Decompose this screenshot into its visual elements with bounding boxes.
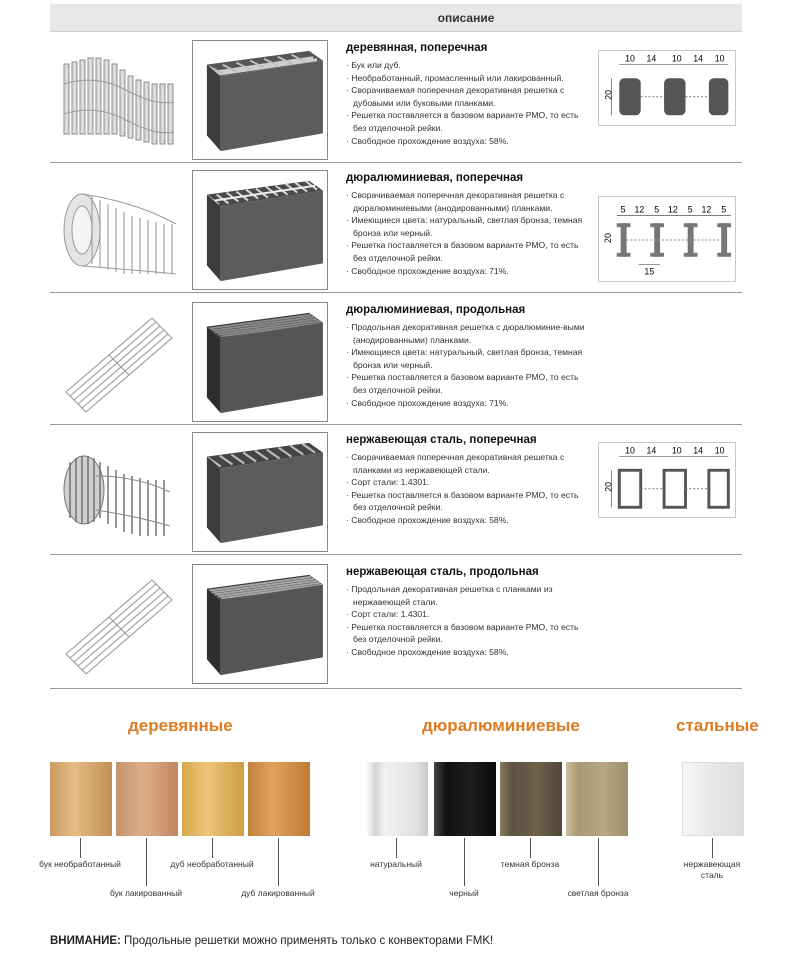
feature-item: · Свободное прохождение воздуха: 71%. <box>346 397 590 410</box>
category-title-aluminium: дюралюминиевые <box>422 716 580 735</box>
swatch-black <box>434 762 496 836</box>
grille-title: дюралюминиевая, поперечная <box>346 172 524 184</box>
feature-item: · Сворачиваемая поперечная декоративная решетка с дубовыми или буковыми планками. <box>346 84 590 109</box>
grille-row-steel-transverse <box>50 428 742 554</box>
dim-label: 5 <box>721 204 727 215</box>
convector-grille-photo <box>192 170 328 290</box>
leader-line <box>80 838 81 858</box>
dim-label: 14 <box>646 445 657 456</box>
grille-row-alu-longitudinal <box>50 298 742 424</box>
swatch-label: светлая бронза <box>567 888 629 898</box>
grille-features <box>346 59 590 147</box>
grille-title: дюралюминиевая, продольная <box>346 304 526 316</box>
dim-label: 14 <box>693 53 704 64</box>
dim-label: 15 <box>644 266 655 277</box>
dim-label: 14 <box>693 445 704 456</box>
grille-row-steel-longitudinal <box>50 560 742 686</box>
dim-label: 5 <box>620 204 626 215</box>
swatch-label: черный <box>449 888 479 898</box>
feature-item: · Имеющиеся цвета: натуральный, светлая бронза, темная бронза или черный. <box>346 214 590 239</box>
dim-label: 10 <box>625 445 635 456</box>
feature-item: · Необработанный, промасленный или лакированный. <box>346 72 590 85</box>
swatch-label: бук лакированный <box>109 888 182 898</box>
grille-features <box>346 321 590 409</box>
category-title-steel: стальные <box>676 716 759 735</box>
leader-line <box>278 838 279 886</box>
rolled-grille-thumbnail <box>56 44 180 154</box>
convector-grille-photo <box>192 302 328 422</box>
grille-title: нержавеющая сталь, поперечная <box>346 434 537 446</box>
dim-label: 5 <box>654 204 660 215</box>
category-title-wood: деревянные <box>128 716 233 735</box>
swatch-beech-lacquered <box>116 762 178 836</box>
grille-title: нержавеющая сталь, продольная <box>346 566 539 578</box>
row-divider <box>50 162 742 163</box>
feature-item: · Решетка поставляется в базовом варианте РМО, то есть без отделочной рейки. <box>346 621 590 646</box>
grille-description <box>346 172 590 277</box>
swatch-label: натуральный <box>370 859 422 869</box>
grille-description <box>346 566 590 659</box>
dim-label: 12 <box>667 204 678 215</box>
grille-features <box>346 583 590 659</box>
feature-item: · Продольная декоративная решетка с дюралюминие-выми (анодированными) планками. <box>346 321 590 346</box>
row-divider <box>50 424 742 425</box>
dim-label: 20 <box>603 481 614 492</box>
dim-label: 20 <box>603 89 614 100</box>
feature-item: · Решетка поставляется в базовом варианте РМО, то есть без отделочной рейки. <box>346 109 590 134</box>
swatch-beech-raw <box>50 762 112 836</box>
feature-item: · Сорт стали: 1.4301. <box>346 608 590 621</box>
grille-row-alu-transverse <box>50 166 742 292</box>
swatch-label: бук необработанный <box>39 859 121 869</box>
grille-row-wood-transverse <box>50 36 742 162</box>
swatch-oak-raw <box>182 762 244 836</box>
swatch-natural <box>366 762 428 836</box>
grille-features <box>346 451 590 527</box>
feature-item: · Решетка поставляется в базовом варианте РМО, то есть без отделочной рейки. <box>346 489 590 514</box>
dim-label: 12 <box>634 204 645 215</box>
feature-item: · Сворачиваемая поперечная декоративная решетка с дюралюминиевыми (анодированными) планками. <box>346 189 590 214</box>
feature-item: · Свободное прохождение воздуха: 71%. <box>346 265 590 278</box>
feature-item: · Сорт стали: 1.4301. <box>346 476 590 489</box>
leader-line <box>530 838 531 858</box>
feature-item: · Свободное прохождение воздуха: 58%. <box>346 135 590 148</box>
swatch-dark-bronze <box>500 762 562 836</box>
swatch-label: темная бронза <box>500 859 560 869</box>
profile-dimension-drawing <box>598 50 736 126</box>
feature-item: · Продольная декоративная решетка с планками из нержавеющей стали. <box>346 583 590 608</box>
dim-label: 14 <box>646 53 657 64</box>
convector-grille-photo <box>192 564 328 684</box>
flat-grille-thumbnail <box>56 568 180 678</box>
rolled-grille-thumbnail <box>56 436 180 546</box>
swatch-stainless <box>682 762 744 836</box>
convector-grille-photo <box>192 432 328 552</box>
dim-label: 10 <box>714 445 725 456</box>
feature-item: · Решетка поставляется в базовом варианте РМО, то есть без отделочной рейки. <box>346 371 590 396</box>
feature-item: · Бук или дуб. <box>346 59 590 72</box>
feature-item: · Сворачиваемая поперечная декоративная решетка с планками из нержавеющей стали. <box>346 451 590 476</box>
dim-label: 10 <box>625 53 635 64</box>
warning-note <box>50 935 493 947</box>
feature-item: · Имеющиеся цвета: натуральный, светлая бронза, темная бронза или черный. <box>346 346 590 371</box>
dim-label: 10 <box>714 53 725 64</box>
header-bar <box>50 4 742 32</box>
leader-line <box>212 838 213 858</box>
dim-label: 10 <box>671 445 682 456</box>
feature-item: · Свободное прохождение воздуха: 58%. <box>346 514 590 527</box>
feature-item: · Решетка поставляется в базовом варианте РМО, то есть без отделочной рейки. <box>346 239 590 264</box>
swatch-label: дуб необработанный <box>170 859 254 869</box>
grille-features <box>346 189 590 277</box>
leader-line <box>396 838 397 858</box>
leader-line <box>598 838 599 886</box>
grille-title: деревянная, поперечная <box>346 42 488 54</box>
leader-line <box>464 838 465 886</box>
swatch-oak-lacquered <box>248 762 310 836</box>
flat-grille-thumbnail <box>56 306 180 416</box>
profile-dimension-drawing <box>598 196 736 282</box>
grille-description <box>346 42 590 147</box>
dim-label: 10 <box>671 53 682 64</box>
profile-dimension-drawing <box>598 442 736 518</box>
dim-label: 20 <box>602 233 613 243</box>
swatch-label: нержавеющая сталь <box>683 859 741 880</box>
dim-label: 5 <box>687 204 693 215</box>
header-title: описание <box>437 11 495 25</box>
leader-line <box>712 838 713 858</box>
row-divider <box>50 688 742 689</box>
row-divider <box>50 554 742 555</box>
grille-description <box>346 304 590 409</box>
warning-label: ВНИМАНИЕ: <box>50 935 121 947</box>
feature-item: · Свободное прохождение воздуха: 58%. <box>346 646 590 659</box>
rolled-grille-thumbnail <box>56 174 180 284</box>
swatch-light-bronze <box>566 762 628 836</box>
swatch-label: дуб лакированный <box>241 888 315 898</box>
warning-text: Продольные решетки можно применять только с конвекторами FMK! <box>124 935 494 947</box>
dim-label: 12 <box>701 204 712 215</box>
leader-line <box>146 838 147 886</box>
row-divider <box>50 292 742 293</box>
convector-grille-photo <box>192 40 328 160</box>
grille-description <box>346 434 590 527</box>
